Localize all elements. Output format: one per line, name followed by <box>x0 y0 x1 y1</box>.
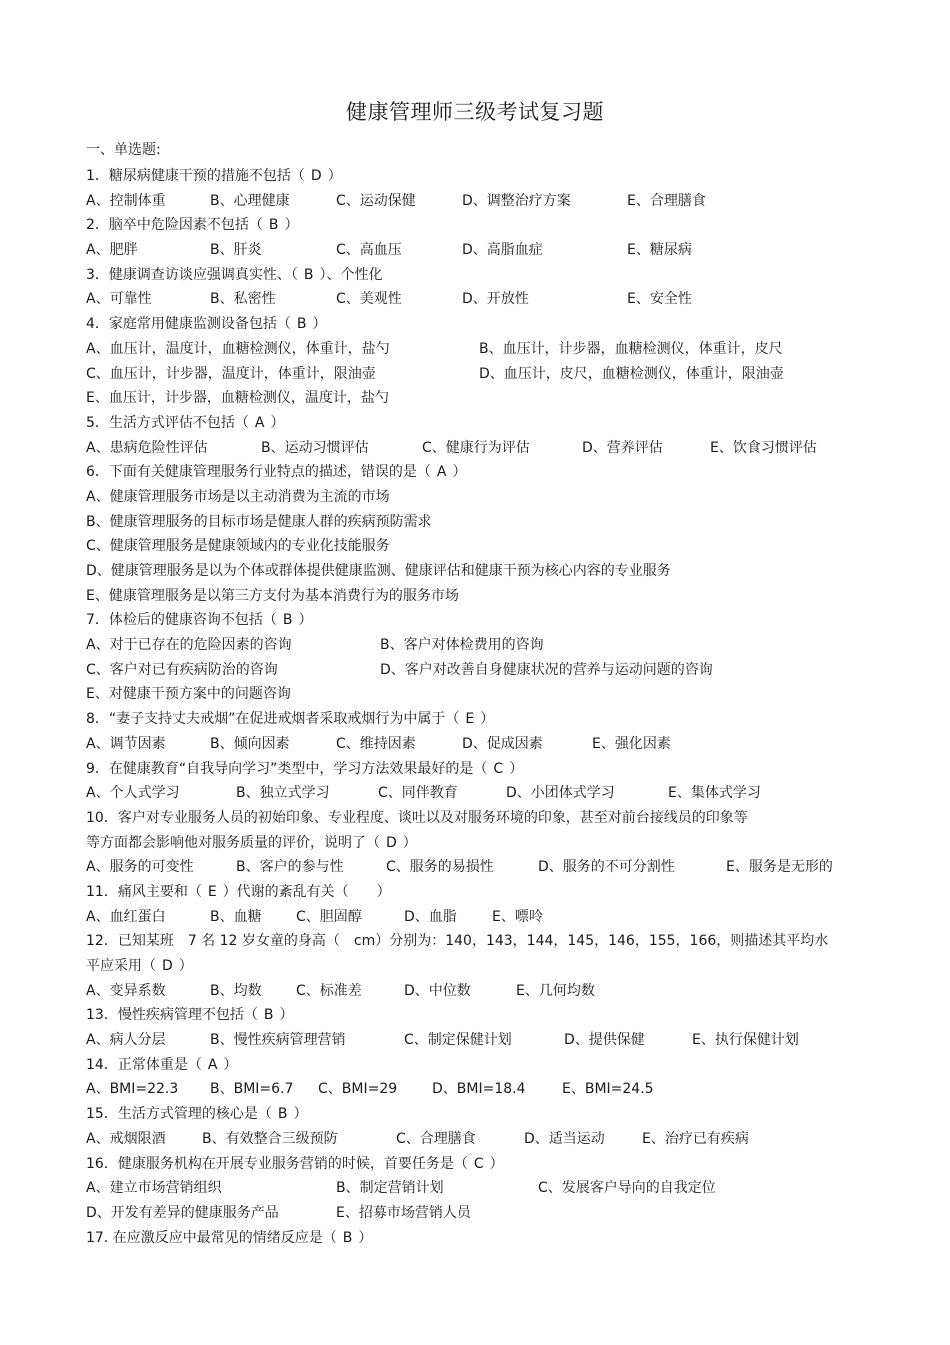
question-3-option: D、开放性 <box>462 291 529 308</box>
question-4-options-row <box>86 386 876 411</box>
question-10-stem <box>86 806 876 831</box>
question-8-options-row <box>86 732 876 757</box>
question-10-option: B、客户的参与性 <box>236 859 344 876</box>
question-11-stem <box>86 880 876 905</box>
question-1-option: C、运动保健 <box>336 192 416 209</box>
question-12-text: 12．已知某班 7 名 12 岁女童的身高（ cm）分别为：140，143，144，145，146，155，166，则描述其平均水 <box>86 933 829 950</box>
question-5-options-row <box>86 436 876 461</box>
question-13-option: D、提供保健 <box>564 1032 645 1049</box>
question-11-option: A、血红蛋白 <box>86 908 166 925</box>
question-10-option: E、服务是无形的 <box>726 859 833 876</box>
question-17-text: 17. 在应激反应中最常见的情绪反应是（ <box>86 1229 337 1246</box>
question-16-stem <box>86 1152 876 1177</box>
question-14-option: E、BMI=24.5 <box>562 1081 654 1098</box>
question-12-option: C、标准差 <box>296 982 362 999</box>
question-10-text-continued: 等方面都会影响他对服务质量的评价，说明了（ <box>86 834 380 851</box>
question-15-option: B、有效整合三级预防 <box>202 1130 338 1147</box>
question-5-option: D、营养评估 <box>582 439 663 456</box>
question-7-option: E、对健康干预方案中的问题咨询 <box>86 686 291 703</box>
question-7-option: A、对于已存在的危险因素的咨询 <box>86 637 292 654</box>
question-6-options-row <box>86 559 876 584</box>
question-15-option: C、合理膳食 <box>396 1130 476 1147</box>
question-16-text: 16．健康服务机构在开展专业服务营销的时候，首要任务是（ <box>86 1155 468 1172</box>
question-5-option: B、运动习惯评估 <box>261 439 369 456</box>
question-10-option: C、服务的易损性 <box>386 859 494 876</box>
question-8-option: A、调节因素 <box>86 735 166 752</box>
question-8-text: 8．“妻子支持丈夫戒烟”在促进戒烟者采取戒烟行为中属于（ <box>86 711 460 728</box>
question-2-options-row <box>86 238 876 263</box>
question-8-option: B、倾向因素 <box>210 735 290 752</box>
question-11-options-row <box>86 905 876 930</box>
question-9-option: A、个人式学习 <box>86 785 180 802</box>
question-12-answer: D <box>162 958 173 974</box>
question-4-tail: ） <box>312 316 327 333</box>
question-7-option: D、客户对改善自身健康状况的营养与运动问题的咨询 <box>380 661 713 678</box>
question-12-text-continued: 平应采用（ <box>86 958 156 974</box>
question-10-option: A、服务的可变性 <box>86 859 194 876</box>
question-13-answer: B <box>263 1007 274 1024</box>
question-14-option: D、BMI=18.4 <box>432 1081 526 1098</box>
question-6-answer: A <box>436 464 447 481</box>
question-1-tail: ） <box>327 168 342 184</box>
question-6-option: E、健康管理服务是以第三方支付为基本消费行为的服务市场 <box>86 587 459 604</box>
question-12-option: B、均数 <box>210 982 262 999</box>
question-3-tail: ）、个性化 <box>319 266 383 283</box>
question-16-tail: ） <box>489 1155 504 1172</box>
question-3-answer: B <box>303 266 314 283</box>
question-13-tail: ） <box>279 1007 294 1024</box>
question-5-tail: ） <box>270 414 285 431</box>
question-6-options-row <box>86 534 876 559</box>
question-6-options-row <box>86 485 876 510</box>
question-3-option: B、私密性 <box>210 291 276 308</box>
question-1-option: A、控制体重 <box>86 192 166 209</box>
question-6-options-row <box>86 584 876 609</box>
question-2-option: D、高脂血症 <box>462 242 543 259</box>
question-6-stem <box>86 460 876 485</box>
question-5-stem <box>86 411 876 436</box>
question-4-options-row <box>86 362 876 387</box>
question-4-answer: B <box>296 316 307 333</box>
question-16-option: E、招募市场营销人员 <box>336 1204 471 1221</box>
question-13-stem <box>86 1003 876 1028</box>
question-12-option: A、变异系数 <box>86 982 166 999</box>
question-13-text: 13．慢性疾病管理不包括（ <box>86 1007 258 1024</box>
question-15-text: 15．生活方式管理的核心是（ <box>86 1106 272 1123</box>
question-6-option: D、健康管理服务是以为个体或群体提供健康监测、健康评估和健康干预为核心内容的专业服务 <box>86 563 671 579</box>
question-3-stem <box>86 263 876 288</box>
question-16-option: B、制定营销计划 <box>336 1180 444 1197</box>
question-11-option: B、血糖 <box>210 908 262 925</box>
question-1-options-row <box>86 189 876 214</box>
question-16-options-row <box>86 1176 876 1201</box>
question-4-options-row <box>86 337 876 362</box>
question-9-option: D、小团体式学习 <box>506 785 615 802</box>
question-11-option: C、胆固醇 <box>296 908 362 925</box>
question-5-option: C、健康行为评估 <box>422 439 530 456</box>
question-7-option: C、客户对已有疾病防治的咨询 <box>86 661 278 678</box>
question-5-answer: A <box>254 414 265 431</box>
question-15-option: A、戒烟限酒 <box>86 1130 166 1147</box>
question-15-answer: B <box>277 1106 288 1123</box>
question-7-options-row <box>86 633 876 658</box>
question-10-text: 10．客户对专业服务人员的初始印象、专业程度、谈吐以及对服务环境的印象，甚至对前台接线员的印象等 <box>86 809 748 826</box>
question-12-stem <box>86 929 876 954</box>
question-12-option: E、几何均数 <box>516 982 595 999</box>
question-10-tail: ） <box>402 834 417 851</box>
question-15-tail: ） <box>293 1106 308 1123</box>
question-7-text: 7．体检后的健康咨询不包括（ <box>86 612 277 629</box>
question-14-option: A、BMI=22.3 <box>86 1081 179 1098</box>
question-9-tail: ） <box>509 760 524 777</box>
question-10-options-row <box>86 855 876 880</box>
question-15-stem <box>86 1102 876 1127</box>
question-12-stem-continued <box>86 954 876 979</box>
question-2-option: B、肝炎 <box>210 242 262 259</box>
question-1-option: E、合理膳食 <box>627 192 706 209</box>
question-11-option: D、血脂 <box>404 908 457 925</box>
question-2-stem <box>86 213 876 238</box>
question-8-option: D、促成因素 <box>462 735 543 752</box>
question-14-option: C、BMI=29 <box>318 1081 398 1098</box>
question-8-answer: E <box>465 711 475 728</box>
question-3-option: E、安全性 <box>627 291 692 308</box>
question-6-options-row <box>86 510 876 535</box>
question-4-option: B、血压计，计步器，血糖检测仪，体重计，皮尺 <box>479 340 783 357</box>
question-9-option: E、集体式学习 <box>668 785 761 802</box>
question-14-text: 14．正常体重是（ <box>86 1056 202 1073</box>
question-4-option: C、血压计，计步器，温度计，体重计，限油壶 <box>86 365 376 382</box>
question-8-option: C、维持因素 <box>336 735 416 752</box>
question-13-option: C、制定保健计划 <box>404 1032 512 1049</box>
question-1-stem <box>86 164 876 189</box>
question-2-option: C、高血压 <box>336 242 402 259</box>
question-1-option: D、调整治疗方案 <box>462 192 571 209</box>
question-11-option: E、嘌呤 <box>492 908 543 925</box>
question-7-tail: ） <box>298 612 313 629</box>
question-16-option: D、开发有差异的健康服务产品 <box>86 1204 279 1221</box>
section-heading: 一、单选题: <box>86 142 161 158</box>
question-14-options-row <box>86 1077 876 1102</box>
question-10-stem-continued <box>86 831 876 856</box>
question-7-answer: B <box>282 612 293 629</box>
question-16-options-row <box>86 1201 876 1226</box>
question-7-stem <box>86 608 876 633</box>
question-17-answer: B <box>342 1229 353 1246</box>
question-9-text: 9．在健康教育“自我导向学习”类型中，学习方法效果最好的是（ <box>86 760 488 777</box>
question-14-answer: A <box>207 1056 218 1073</box>
question-2-tail: ） <box>284 217 299 234</box>
question-2-answer: B <box>268 217 279 234</box>
question-17-tail: ） <box>358 1229 373 1246</box>
question-9-option: C、同伴教育 <box>378 785 458 802</box>
question-6-option: B、健康管理服务的目标市场是健康人群的疾病预防需求 <box>86 513 432 530</box>
question-6-option: A、健康管理服务市场是以主动消费为主流的市场 <box>86 488 390 505</box>
question-13-option: A、病人分层 <box>86 1032 166 1049</box>
question-10-option: D、服务的不可分割性 <box>538 859 675 876</box>
question-17-stem <box>86 1226 876 1251</box>
question-1-text: 1．糖尿病健康干预的措施不包括（ <box>86 168 305 184</box>
question-5-option: A、患病危险性评估 <box>86 439 208 456</box>
question-8-stem <box>86 707 876 732</box>
question-5-text: 5．生活方式评估不包括（ <box>86 414 249 431</box>
question-13-option: B、慢性疾病管理营销 <box>210 1032 346 1049</box>
question-1-answer: D <box>310 168 322 184</box>
question-4-option: E、血压计，计步器，血糖检测仪，温度计，盐勺 <box>86 390 389 407</box>
question-16-option: C、发展客户导向的自我定位 <box>538 1180 716 1197</box>
question-15-options-row <box>86 1127 876 1152</box>
question-11-tail: ）代谢的紊乱有关（ ） <box>222 883 391 900</box>
question-5-option: E、饮食习惯评估 <box>710 439 817 456</box>
question-4-text: 4．家庭常用健康监测设备包括（ <box>86 316 291 333</box>
question-13-options-row <box>86 1028 876 1053</box>
question-9-answer: C <box>493 760 504 777</box>
question-4-option: A、血压计，温度计，血糖检测仪，体重计，盐勺 <box>86 340 390 357</box>
question-1-option: B、心理健康 <box>210 192 290 209</box>
question-11-answer: E <box>207 883 217 900</box>
question-10-answer: D <box>386 834 397 851</box>
question-2-option: E、糖尿病 <box>627 242 692 259</box>
question-9-options-row <box>86 781 876 806</box>
question-6-option: C、健康管理服务是健康领域内的专业化技能服务 <box>86 538 390 555</box>
question-9-option: B、独立式学习 <box>236 785 330 802</box>
question-12-tail: ） <box>178 958 193 974</box>
question-2-option: A、肥胖 <box>86 242 138 259</box>
question-14-tail: ） <box>223 1056 238 1073</box>
question-14-stem <box>86 1053 876 1078</box>
question-7-options-row <box>86 682 876 707</box>
question-3-text: 3．健康调查访谈应强调真实性、（ <box>86 266 298 283</box>
question-16-option: A、建立市场营销组织 <box>86 1180 222 1197</box>
question-7-options-row <box>86 658 876 683</box>
question-3-options-row <box>86 287 876 312</box>
question-4-option: D、血压计，皮尺，血糖检测仪，体重计，限油壶 <box>479 365 784 382</box>
question-16-answer: C <box>473 1155 484 1172</box>
question-4-stem <box>86 312 876 337</box>
question-list <box>86 164 876 1250</box>
page-title: 健康管理师三级考试复习题 <box>346 100 604 124</box>
question-8-tail: ） <box>480 711 495 728</box>
question-6-text: 6．下面有关健康管理服务行业特点的描述，错误的是（ <box>86 464 431 481</box>
question-12-options-row <box>86 979 876 1004</box>
question-9-stem <box>86 757 876 782</box>
question-15-option: D、适当运动 <box>524 1130 605 1147</box>
question-7-option: B、客户对体检费用的咨询 <box>380 637 544 654</box>
question-3-option: A、可靠性 <box>86 291 152 308</box>
question-3-option: C、美观性 <box>336 291 402 308</box>
question-6-tail: ） <box>452 464 467 481</box>
question-13-option: E、执行保健计划 <box>692 1032 799 1049</box>
question-2-text: 2．脑卒中危险因素不包括（ <box>86 217 263 234</box>
question-15-option: E、治疗已有疾病 <box>642 1130 749 1147</box>
question-8-option: E、强化因素 <box>592 735 671 752</box>
question-12-option: D、中位数 <box>404 982 471 999</box>
question-14-option: B、BMI=6.7 <box>210 1081 294 1098</box>
question-11-text: 11．痛风主要和（ <box>86 883 202 900</box>
